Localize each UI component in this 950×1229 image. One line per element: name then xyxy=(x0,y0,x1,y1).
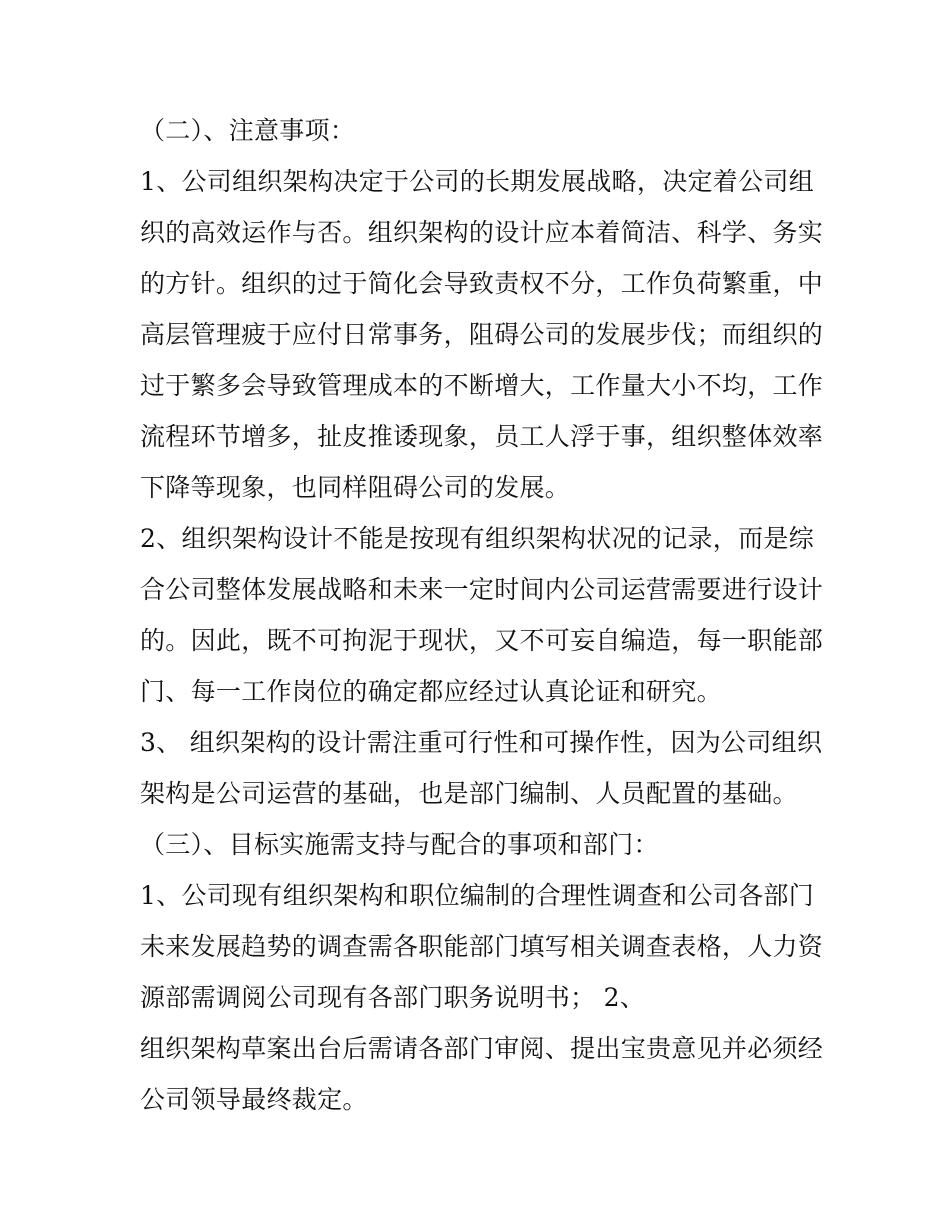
text-line: 架构是公司运营的基础，也是部门编制、人员配置的基础。 xyxy=(140,779,798,808)
text-line: 过于繁多会导致管理成本的不断增大，工作量大小不均，工作 xyxy=(140,371,824,400)
text-line: 高层管理疲于应付日常事务，阻碍公司的发展步伐；而组织的 xyxy=(140,320,824,349)
text-line: 3、 组织架构的设计需注重可行性和可操作性，因为公司组织 xyxy=(140,728,823,757)
text-line: 合公司整体发展战略和未来一定时间内公司运营需要进行设计 xyxy=(140,575,824,604)
text-line: 组织架构草案出台后需请各部门审阅、提出宝贵意见并必须经 xyxy=(140,1034,824,1063)
text-line: 未来发展趋势的调查需各职能部门填写相关调查表格，人力资 xyxy=(140,932,824,961)
text-line: 流程环节增多，扯皮推诿现象，员工人浮于事，组织整体效率 xyxy=(140,422,824,451)
text-line: 2、组织架构设计不能是按现有组织架构状况的记录，而是综 xyxy=(140,524,815,553)
section-heading-notes: （二）、注意事项： xyxy=(140,116,356,145)
text-line: 下降等现象，也同样阻碍公司的发展。 xyxy=(140,473,571,502)
text-line: 1、公司现有组织架构和职位编制的合理性调查和公司各部门 xyxy=(140,881,815,910)
text-line: 门、每一工作岗位的确定都应经过认真论证和研究。 xyxy=(140,677,722,706)
text-line: 的方针。组织的过于简化会导致责权不分，工作负荷繁重，中 xyxy=(140,269,824,298)
text-line: 1、公司组织架构决定于公司的长期发展战略，决定着公司组 xyxy=(140,167,815,196)
text-line: 公司领导最终裁定。 xyxy=(140,1085,368,1114)
section-heading-support: （三）、目标实施需支持与配合的事项和部门： xyxy=(140,830,659,859)
text-line: 织的高效运作与否。组织架构的设计应本着简洁、科学、务实 xyxy=(140,218,824,247)
text-line: 源部需调阅公司现有各部门职务说明书； 2、 xyxy=(140,983,646,1012)
text-line: 的。因此，既不可拘泥于现状，又不可妄自编造，每一职能部 xyxy=(140,626,824,655)
